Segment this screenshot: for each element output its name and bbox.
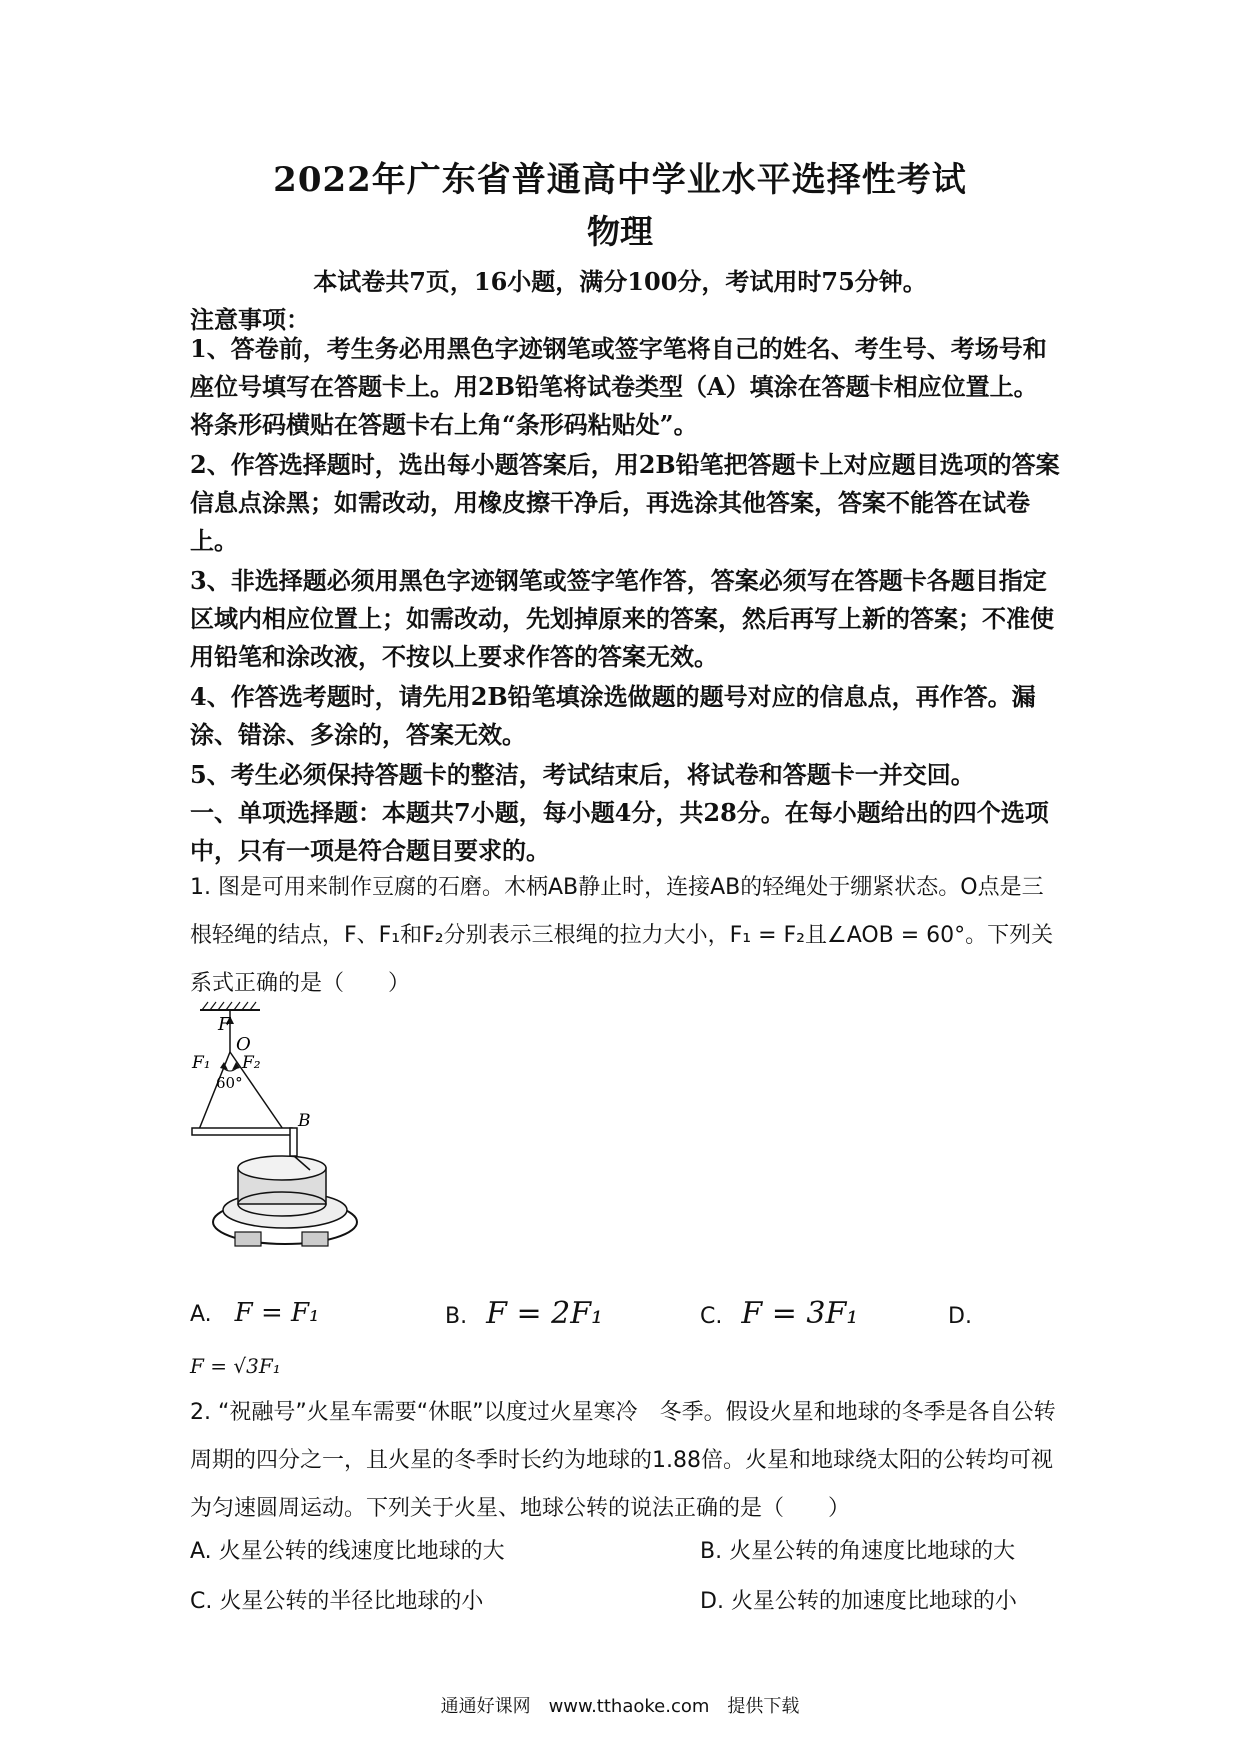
q1-option-d-expr: F = √3F₁ [190, 1354, 281, 1378]
label-B: B [298, 1111, 311, 1131]
note-item: 4、作答选考题时，请先用2B铅笔填涂选做题的题号对应的信息点，再作答。漏涂、错涂、多涂的，答案无效。 [190, 682, 1036, 749]
subject-title: 物理 [587, 212, 653, 251]
note-item: 3、非选择题必须用黑色字迹钢笔或签字笔作答，答案必须写在答题卡各题目指定区域内相应位置上；如需改动，先划掉原来的答案，然后再写上新的答案；不准使用铅笔和涂改液，不按以上要求作答的答案无效。 [190, 566, 1054, 671]
section-heading: 一、单项选择题：本题共7小题，每小题4分，共28分。在每小题给出的四个选项中，只有一项是符合题目要求的。 [190, 798, 1049, 865]
q1-option-d-label[interactable]: D. [948, 1304, 972, 1329]
footer-source: 通通好课网 www.tthaoke.com 提供下载 [440, 1696, 800, 1717]
label-F1: F₁ [192, 1053, 211, 1073]
option-expr: F = 3F₁ [741, 1296, 859, 1331]
note-item: 2、作答选择题时，选出每小题答案后，用2B铅笔把答题卡上对应题目选项的答案信息点涂黑；如需改动，用橡皮擦干净后，再选涂其他答案，答案不能答在试卷上。 [190, 450, 1060, 555]
label-O: O [236, 1034, 251, 1055]
millstone-figure [190, 1000, 375, 1250]
note-item: 1、答卷前，考生务必用黑色字迹钢笔或签字笔将自己的姓名、考生号、考场号和座位号填写在答题卡上。用2B铅笔将试卷类型（A）填涂在答题卡相应位置上。将条形码横贴在答题卡右上角“条形码粘贴处”。 [190, 334, 1047, 439]
exam-title: 2022年广东省普通高中学业水平选择性考试 [273, 160, 967, 200]
q1-option-c[interactable] [700, 1296, 858, 1331]
q2-option-a[interactable]: A. 火星公转的线速度比地球的大 [190, 1539, 505, 1564]
q1-option-a[interactable] [190, 1298, 319, 1328]
q1-option-b[interactable] [445, 1296, 603, 1331]
question-2-text: 2. “祝融号”火星车需要“休眠”以度过火星寒冷 冬季。假设火星和地球的冬季是各自公转周期的四分之一，且火星的冬季时长约为地球的1.88倍。火星和地球绕太阳的公转均可视为匀速圆周运动。下列关于火星、地球公转的说法正确的是（ ） [190, 1400, 1056, 1521]
question-1-text: 1. 图是可用来制作豆腐的石磨。木柄AB静止时，连接AB的轻绳处于绷紧状态。O点是三根轻绳的结点，F、F₁和F₂分别表示三根绳的拉力大小，F₁ = F₂且∠AOB = 60°。下列关系式正确的是（ ） [190, 875, 1054, 996]
label-angle: 60° [216, 1074, 243, 1092]
q2-option-b[interactable]: B. 火星公转的角速度比地球的大 [700, 1539, 1016, 1564]
label-F: F [218, 1014, 231, 1035]
label-F2: F₂ [242, 1053, 261, 1073]
exam-info: 本试卷共7页，16小题，满分100分，考试用时75分钟。 [313, 267, 927, 296]
note-item: 5、考生必须保持答题卡的整洁，考试结束后，将试卷和答题卡一并交回。 [190, 760, 975, 789]
q2-option-c[interactable]: C. 火星公转的半径比地球的小 [190, 1589, 484, 1614]
option-expr: F = F₁ [234, 1298, 320, 1328]
option-expr: F = 2F₁ [486, 1296, 604, 1331]
option-label: A. [190, 1302, 212, 1327]
option-label: C. [700, 1304, 723, 1329]
option-label: B. [445, 1304, 468, 1329]
notes-heading: 注意事项： [190, 305, 310, 334]
q2-option-d[interactable]: D. 火星公转的加速度比地球的小 [700, 1589, 1017, 1614]
